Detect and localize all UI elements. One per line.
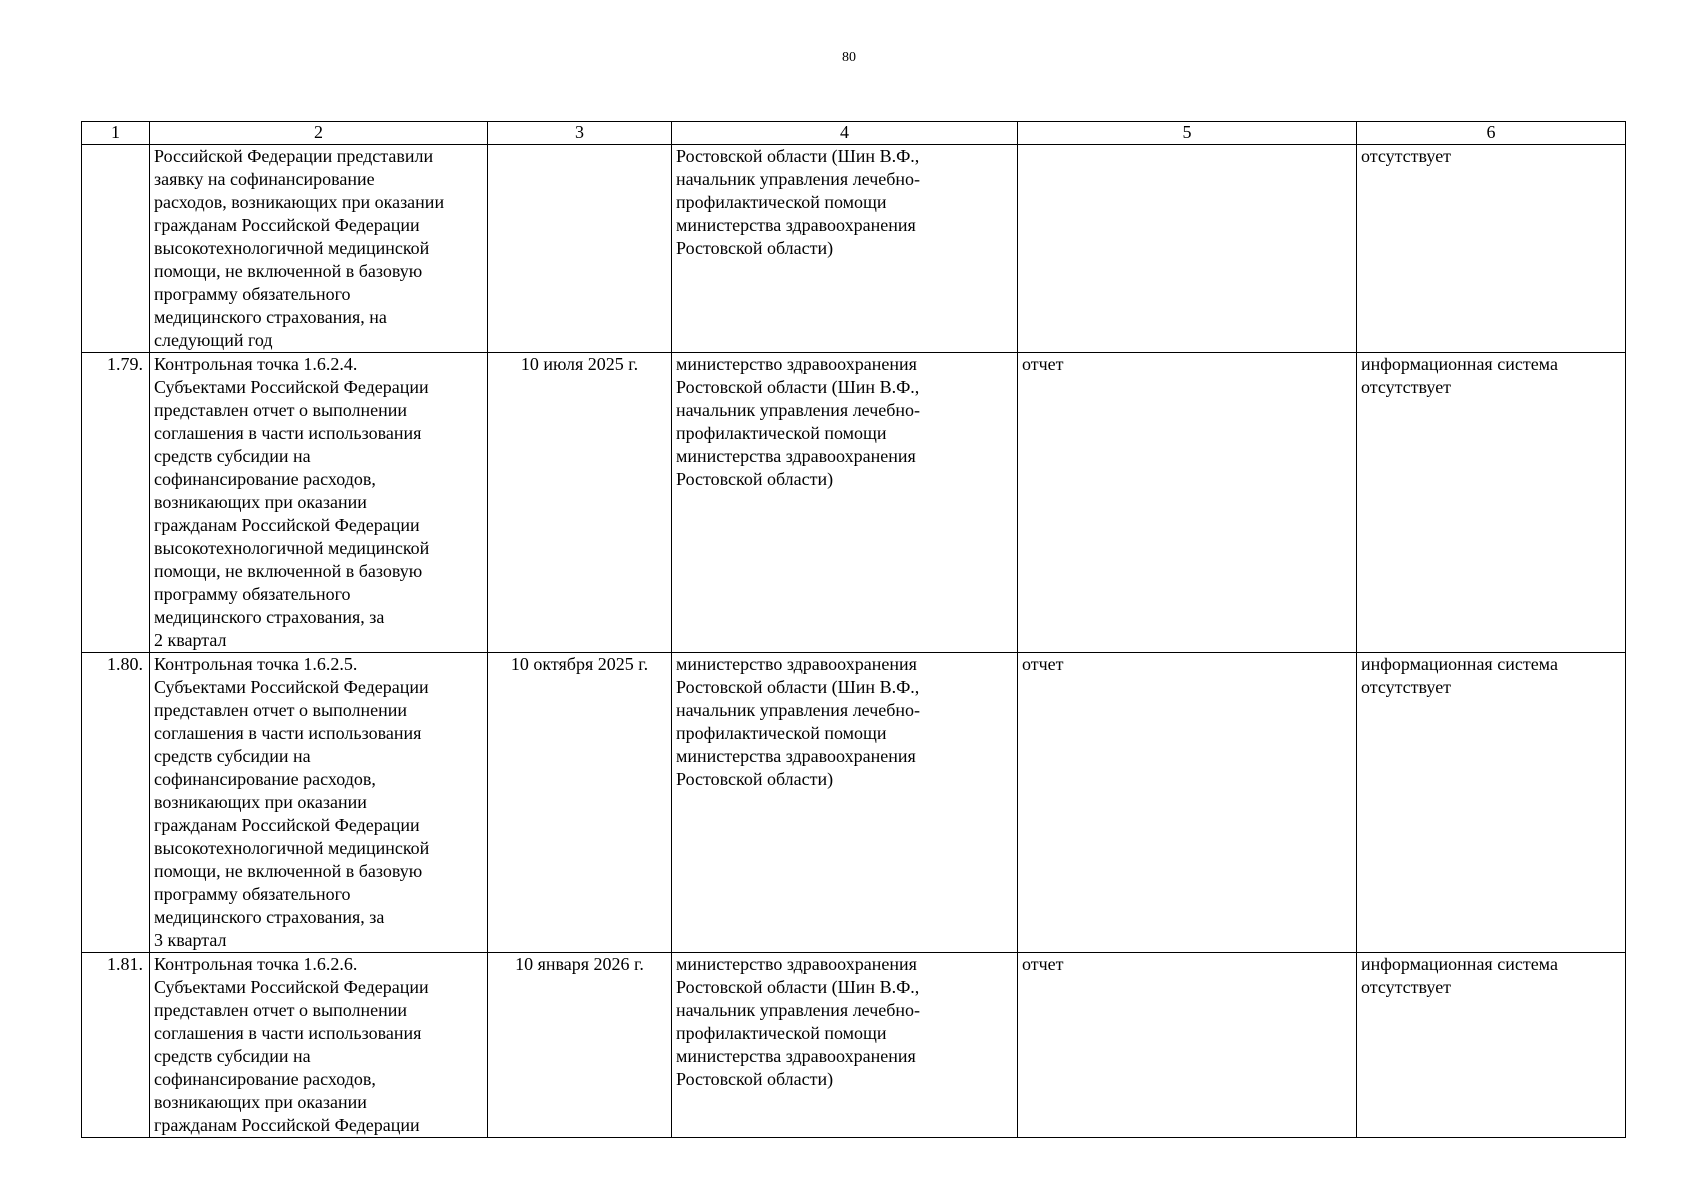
table-row <box>82 145 1626 353</box>
table-header-row <box>82 122 1626 145</box>
responsible-cell: министерство здравоохранения Ростовской области (Шин В.Ф., начальник управления лечебно- профилактической помощи министерства здравоохранения Ростовской области) <box>672 653 1018 953</box>
deadline-cell: 10 июля 2025 г. <box>488 353 672 653</box>
row-number-cell <box>82 145 150 353</box>
deadline-cell <box>488 145 672 353</box>
result-cell <box>1018 145 1357 353</box>
responsible-cell: министерство здравоохранения Ростовской области (Шин В.Ф., начальник управления лечебно- профилактической помощи министерства здравоохранения Ростовской области) <box>672 953 1018 1138</box>
deadline-cell: 10 октября 2025 г. <box>488 653 672 953</box>
column-header-5: 5 <box>1018 122 1357 145</box>
column-header-3: 3 <box>488 122 672 145</box>
result-cell: отчет <box>1018 953 1357 1138</box>
deadline-cell: 10 января 2026 г. <box>488 953 672 1138</box>
column-header-1: 1 <box>82 122 150 145</box>
responsible-cell: министерство здравоохранения Ростовской области (Шин В.Ф., начальник управления лечебно- профилактической помощи министерства здравоохранения Ростовской области) <box>672 353 1018 653</box>
row-number-cell: 1.81. <box>82 953 150 1138</box>
description-cell: Контрольная точка 1.6.2.6. Субъектами Российской Федерации представлен отчет о выполнении соглашения в части использования средств субсидии на софинансирование расходов, возникающих при оказании гражданам Российской Федерации <box>150 953 488 1138</box>
description-cell: Контрольная точка 1.6.2.5. Субъектами Российской Федерации представлен отчет о выполнении соглашения в части использования средств субсидии на софинансирование расходов, возникающих при оказании гражданам Российской Федерации высокотехнологичной медицинской помощи, не включенной в базовую программу обязательного медицинского страхования, за 3 квартал <box>150 653 488 953</box>
row-number-cell: 1.79. <box>82 353 150 653</box>
description-cell: Российской Федерации представили заявку на софинансирование расходов, возникающих при оказании гражданам Российской Федерации высокотехнологичной медицинской помощи, не включенной в базовую программу обязательного медицинского страхования, на следующий год <box>150 145 488 353</box>
column-header-2: 2 <box>150 122 488 145</box>
responsible-cell: Ростовской области (Шин В.Ф., начальник управления лечебно- профилактической помощи министерства здравоохранения Ростовской области) <box>672 145 1018 353</box>
column-header-4: 4 <box>672 122 1018 145</box>
control-points-table <box>81 121 1626 1138</box>
result-cell: отчет <box>1018 653 1357 953</box>
information-system-cell: информационная система отсутствует <box>1357 653 1626 953</box>
information-system-cell: отсутствует <box>1357 145 1626 353</box>
information-system-cell: информационная система отсутствует <box>1357 953 1626 1138</box>
result-cell: отчет <box>1018 353 1357 653</box>
page-number: 80 <box>842 50 856 65</box>
table-row <box>82 353 1626 653</box>
table-row <box>82 953 1626 1138</box>
column-header-6: 6 <box>1357 122 1626 145</box>
row-number-cell: 1.80. <box>82 653 150 953</box>
information-system-cell: информационная система отсутствует <box>1357 353 1626 653</box>
table-row <box>82 653 1626 953</box>
description-cell: Контрольная точка 1.6.2.4. Субъектами Российской Федерации представлен отчет о выполнении соглашения в части использования средств субсидии на софинансирование расходов, возникающих при оказании гражданам Российской Федерации высокотехнологичной медицинской помощи, не включенной в базовую программу обязательного медицинского страхования, за 2 квартал <box>150 353 488 653</box>
